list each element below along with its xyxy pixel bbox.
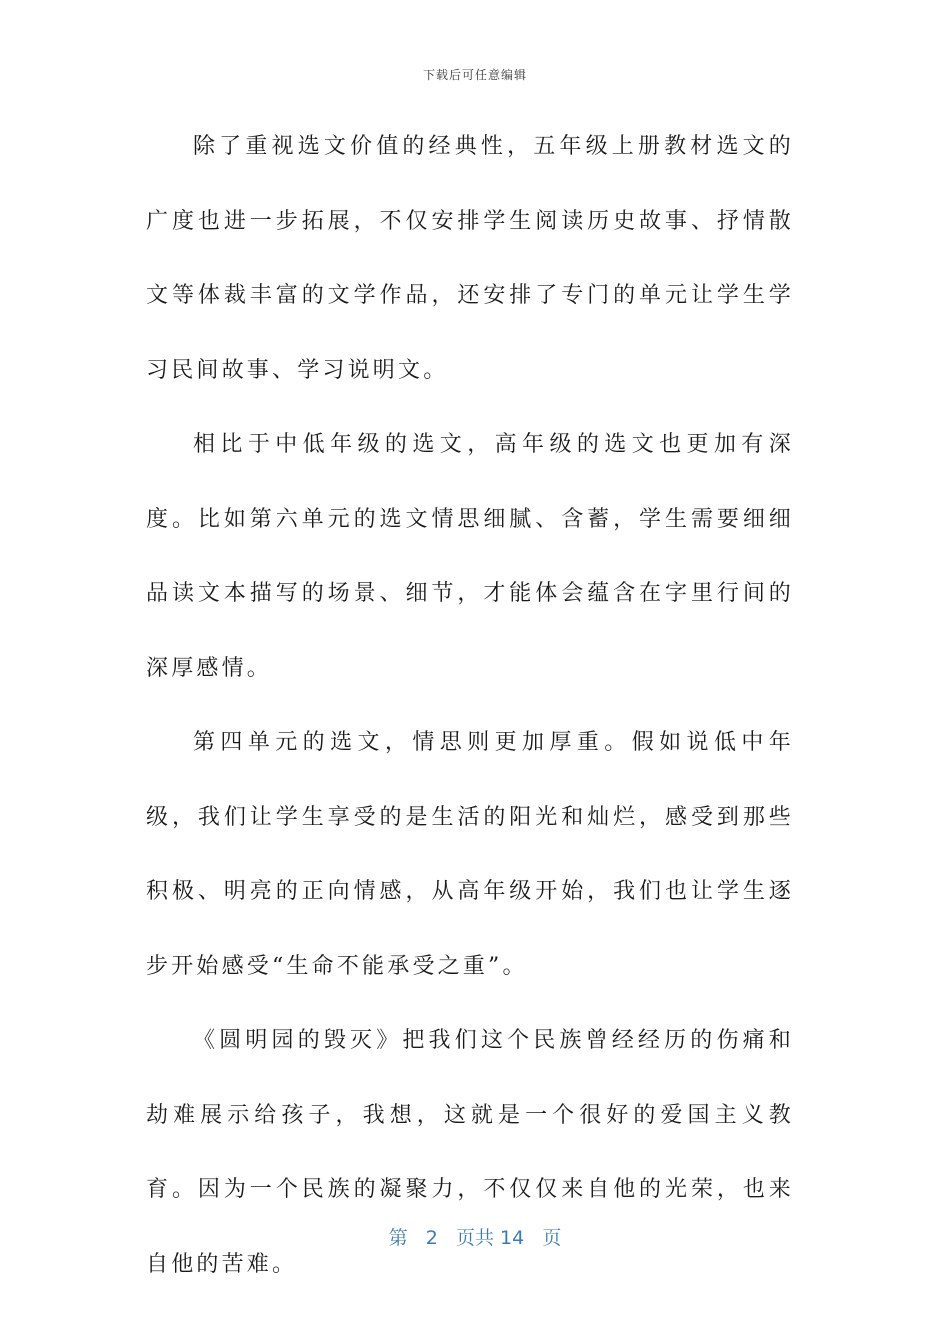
paragraph-2: 相比于中低年级的选文，高年级的选文也更加有深度。比如第六单元的选文情思细腻、含蓄，学生需要细细品读文本描写的场景、细节，才能体会蕴含在字里行间的深厚感情。 xyxy=(146,432,794,681)
page-header: 下载后可任意编辑 xyxy=(422,68,527,82)
footer-middle: 页共 xyxy=(455,1227,494,1249)
footer-suffix: 页 xyxy=(542,1227,562,1249)
total-pages-number: 14 xyxy=(500,1227,525,1249)
footer-prefix: 第 xyxy=(388,1227,408,1249)
paragraph-1: 除了重视选文价值的经典性，五年级上册教材选文的广度也进一步拓展，不仅安排学生阅读历史故事、抒情散文等体裁丰富的文学作品，还安排了专门的单元让学生学习民间故事、学习说明文。 xyxy=(146,134,794,383)
document-body xyxy=(146,110,794,1302)
page-footer xyxy=(0,1223,950,1250)
paragraph-3: 第四单元的选文，情思则更加厚重。假如说低中年级，我们让学生享受的是生活的阳光和灿烂，感受到那些积极、明亮的正向情感，从高年级开始，我们也让学生逐步开始感受“生命不能承受之重”。 xyxy=(146,730,794,979)
paragraph-4: 《圆明园的毁灭》把我们这个民族曾经经历的伤痛和劫难展示给孩子，我想，这就是一个很好的爱国主义教育。因为一个民族的凝聚力，不仅仅来自他的光荣，也来自他的苦难。 xyxy=(146,1028,794,1277)
current-page-number: 2 xyxy=(425,1227,438,1249)
